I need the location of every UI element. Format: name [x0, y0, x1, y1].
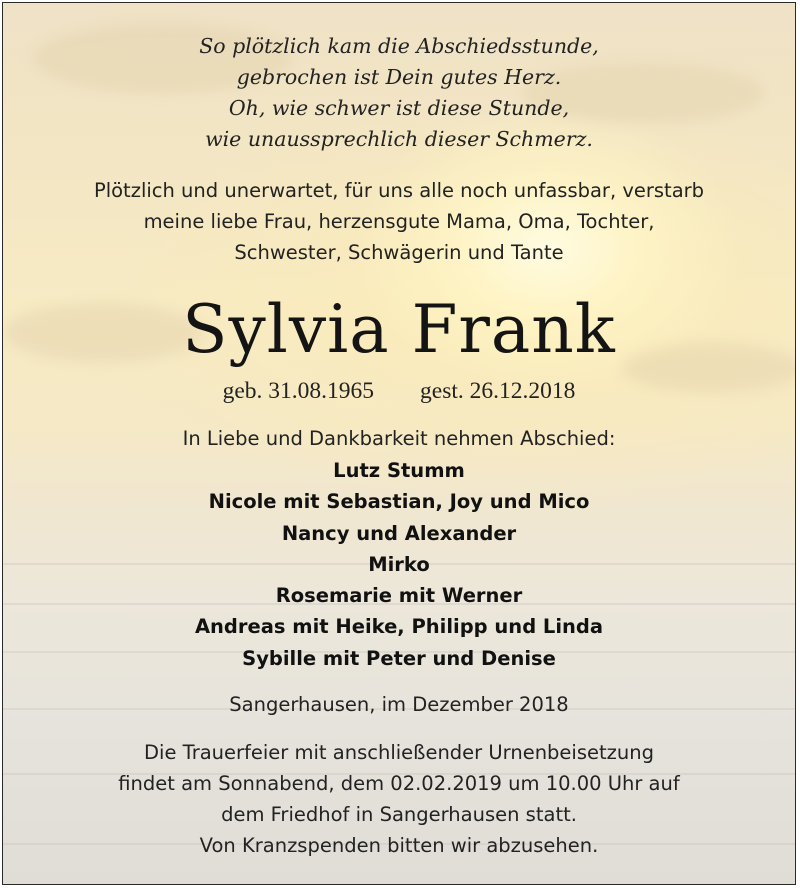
poem — [3, 31, 795, 155]
death-date: gest. 26.12.2018 — [420, 378, 576, 404]
mourners-list — [3, 455, 795, 674]
service-line: Die Trauerfeier mit anschließender Urnenbeisetzung — [144, 741, 654, 764]
place-and-date: Sangerhausen, im Dezember 2018 — [229, 693, 569, 716]
poem-line: gebrochen ist Dein gutes Herz. — [236, 65, 562, 89]
service-line: findet am Sonnabend, dem 02.02.2019 um 10.00 Uhr auf — [118, 772, 680, 795]
obituary-notice — [2, 2, 796, 885]
announcement-line: meine liebe Frau, herzensgute Mama, Oma, Tochter, — [143, 210, 655, 233]
birth-date: geb. 31.08.1965 — [222, 378, 375, 404]
service-line: dem Friedhof in Sangerhausen statt. — [221, 803, 577, 826]
mourner-entry: Nicole mit Sebastian, Joy und Mico — [208, 490, 590, 514]
life-dates — [3, 376, 795, 406]
mourner-entry: Lutz Stumm — [333, 459, 465, 482]
poem-line: So plötzlich kam die Abschiedsstunde, — [199, 34, 599, 58]
farewell-line: In Liebe und Dankbarkeit nehmen Abschied: — [182, 427, 616, 450]
poem-line: Oh, wie schwer ist diese Stunde, — [228, 96, 570, 120]
mourner-entry: Nancy und Alexander — [281, 521, 517, 545]
mourner-entry: Mirko — [368, 552, 430, 576]
poem-line: wie unaussprechlich dieser Schmerz. — [205, 127, 593, 151]
mourner-entry: Rosemarie mit Werner — [275, 584, 523, 608]
funeral-service-info — [3, 737, 795, 861]
mourner-entry: Andreas mit Heike, Philipp und Linda — [194, 615, 604, 639]
death-announcement — [3, 175, 795, 268]
service-line: Von Kranzspenden bitten wir abzusehen. — [199, 834, 599, 857]
announcement-line: Schwester, Schwägerin und Tante — [234, 241, 564, 264]
announcement-line: Plötzlich und unerwartet, für uns alle noch unfassbar, verstarb — [93, 179, 705, 202]
mourner-entry: Sybille mit Peter und Denise — [242, 646, 556, 670]
deceased-name: Sylvia Frank — [182, 291, 616, 368]
